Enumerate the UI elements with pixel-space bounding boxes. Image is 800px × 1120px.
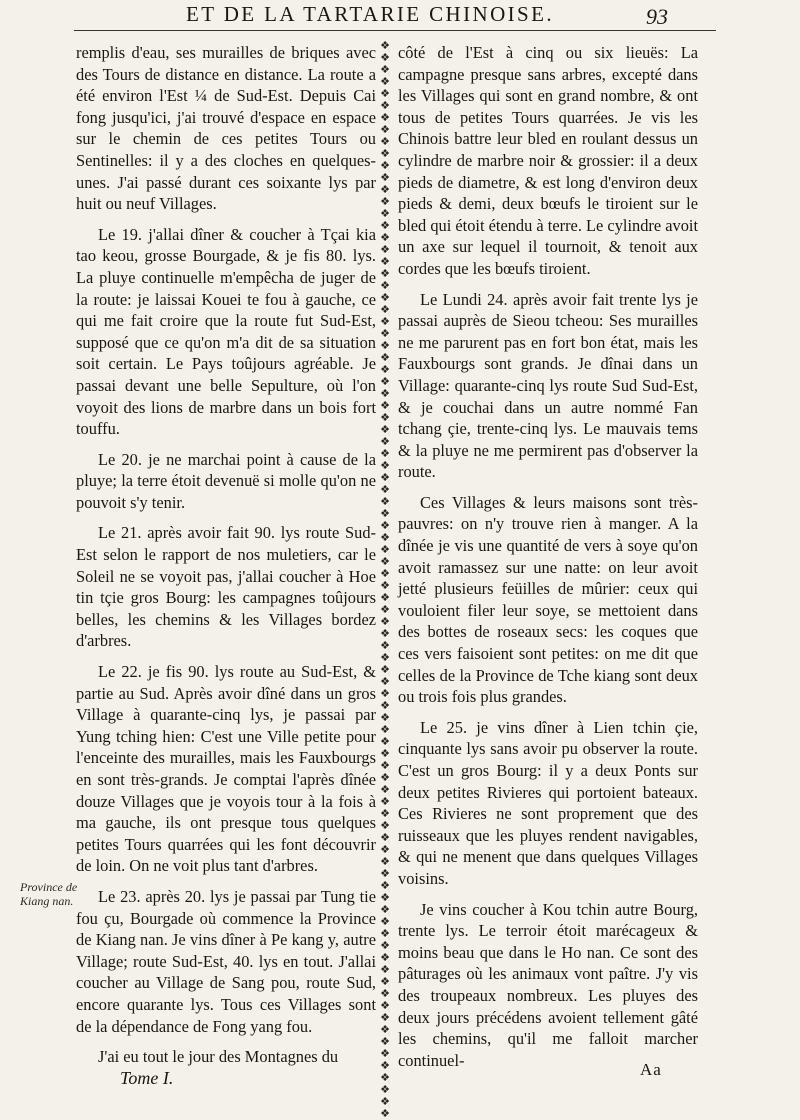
paragraph: Le Lundi 24. après avoir fait trente lys je passai auprès de Sieou tcheou: Ses murailles ne me parurent pas en fort bon état, mais les Fauxbourgs sont grands. Je dînai dans un Village: quarante-cinq lys route Sud Sud-Est, & je couchai dans un autre nommé Fan tchang çie, trente-cinq lys. Le mauvais tems & la pluye ne me permirent pas d'observer la route. — [398, 289, 698, 482]
paragraph: Le 21. après avoir fait 90. lys route Sud-Est selon le rapport de nos muletiers, car le Soleil ne se voyoit pas, j'allai coucher à Hoe tin tçie gros Bourg: les campagnes toûjours belles, les chemins & les Villages bordez d'arbres. — [76, 523, 376, 651]
running-title: ET DE LA TARTARIE CHINOISE. — [186, 2, 554, 26]
margin-note: Province de Kiang nan. — [20, 880, 78, 908]
volume-signature: Tome I. — [120, 1068, 174, 1088]
paragraph: Le 22. je fis 90. lys route au Sud-Est, & partie au Sud. Après avoir dîné dans un gros Village à quarante-cinq lys, je passai par Yung tching hien: C'est une Ville petite pour l'enceinte des murailles, mais les Fauxbourgs en sont très-grands. Je comptai l'après dînée douze Villages que je voyois tour à la fois à ma gauche, ils ont presque tous quelques petites Tours quarrées qui les font découvrir de loin. On ne voit plus tant d'arbres. — [76, 662, 376, 876]
paragraph: remplis d'eau, ses murailles de briques avec des Tours de distance en distance. La route a été environ l'Est ¼ de Sud-Est. Depuis Cai fong jusqu'ici, j'ai trouvé d'espace en espace sur le chemin de ces petites Tours ou Sentinelles: il y a des cloches en quelques-unes. J'ai passé durant ces soixante lys par huit ou neuf Villages. — [76, 43, 376, 214]
paragraph: Le 19. j'allai dîner & coucher à Tçai kia tao keou, grosse Bourgade, & je fis 80. lys. La pluye continuelle m'empêcha de juger de la route: je laissai Kouei te fou à gauche, ce qui me fait croire que la route fut Sud-Est, supposé que ce qu'on m'a dit de sa situation soit certain. Le Pays toûjours agréable. Je passai devant une belle Sepulture, où l'on voyoit des lions de marbre dans un bois fort touffu. — [76, 224, 376, 439]
header-rule — [74, 30, 716, 31]
paragraph: Le 23. après 20. lys je passai par Tung tie fou çu, Bourgade où commence la Province de Kiang nan. Je vins dîner à Pe kang y, autre Village; route Sud-Est, 40. lys en tout. J'allai coucher au Village de Sang pou, route Sud, encore quarante lys. Tous ces Villages sont de la dépendance de Fong yang fou. — [76, 886, 376, 1036]
page-number: 93 — [646, 4, 668, 29]
left-column — [76, 42, 376, 1068]
ornamental-column-divider: ❖❖❖❖❖❖❖❖❖❖❖❖❖❖❖❖❖❖❖❖❖❖❖❖❖❖❖❖❖❖❖❖❖❖❖❖❖❖❖❖❖❖❖❖❖❖❖❖❖❖❖❖❖❖❖❖❖❖❖❖❖❖❖❖❖❖❖❖❖❖❖❖❖❖❖❖❖❖❖❖❖❖❖❖❖❖❖❖❖❖ — [380, 40, 390, 1120]
paragraph: Je vins coucher à Kou tchin autre Bourg, trente lys. Le terroir étoit marécageux & moins beau que dans le Ho nan. Ce sont des pâturages où les animaux vont paître. J'y vis des troupeaux nombreux. Les pluyes des deux jours précédens avoient tellement gâté les chemins, qu'il me falloit marcher continuel- — [398, 899, 698, 1070]
gathering-signature: Aa — [640, 1060, 662, 1079]
right-column — [398, 42, 698, 1071]
paragraph: J'ai eu tout le jour des Montagnes du — [98, 1047, 339, 1067]
paragraph: côté de l'Est à cinq ou six lieuës: La campagne presque sans arbres, excepté dans les Villages qui sont en grand nombre, & ont tous de petites Tours quarrées. Je vis les Chinois battre leur bled en roulant dessus un cylindre de marbre noir & grossier: il a deux pieds de diametre, & est long d'environ deux pieds & demi, deux bœufs le tiroient sur le bled qui étoit étendu à terre. Le cylindre avoit un axe sur lequel il tournoit, & tenoit aux cordes que les bœufs tiroient. — [398, 43, 698, 278]
paragraph: Le 20. je ne marchai point à cause de la pluye; la terre étoit devenuë si molle qu'on ne pouvoit s'y tenir. — [76, 449, 376, 512]
paragraph: Le 25. je vins dîner à Lien tchin çie, cinquante lys sans avoir pu observer la route. C'est un gros Bourg: il y a deux Ponts sur deux petites Rivieres qui portoient bateaux. Ces Rivieres ne sont proprement que des ruisseaux que les pluyes rendent navigables, & qui ne menent que dans quelques Villages voisins. — [398, 717, 698, 888]
paragraph: Ces Villages & leurs maisons sont très-pauvres: on n'y trouve rien à manger. A la dînée je vis une quantité de vers à soye qu'on avoit ramassez sur une natte: on leur avoit jetté plusieurs feüilles de mûrier: ceux qui vouloient filer leur soye, se mettoient dans des bottes de roseaux secs: les coques que ces vers faisoient sont petites: on me dit que celles de la Province de Tche kiang sont deux ou trois fois plus grandes. — [398, 492, 698, 707]
